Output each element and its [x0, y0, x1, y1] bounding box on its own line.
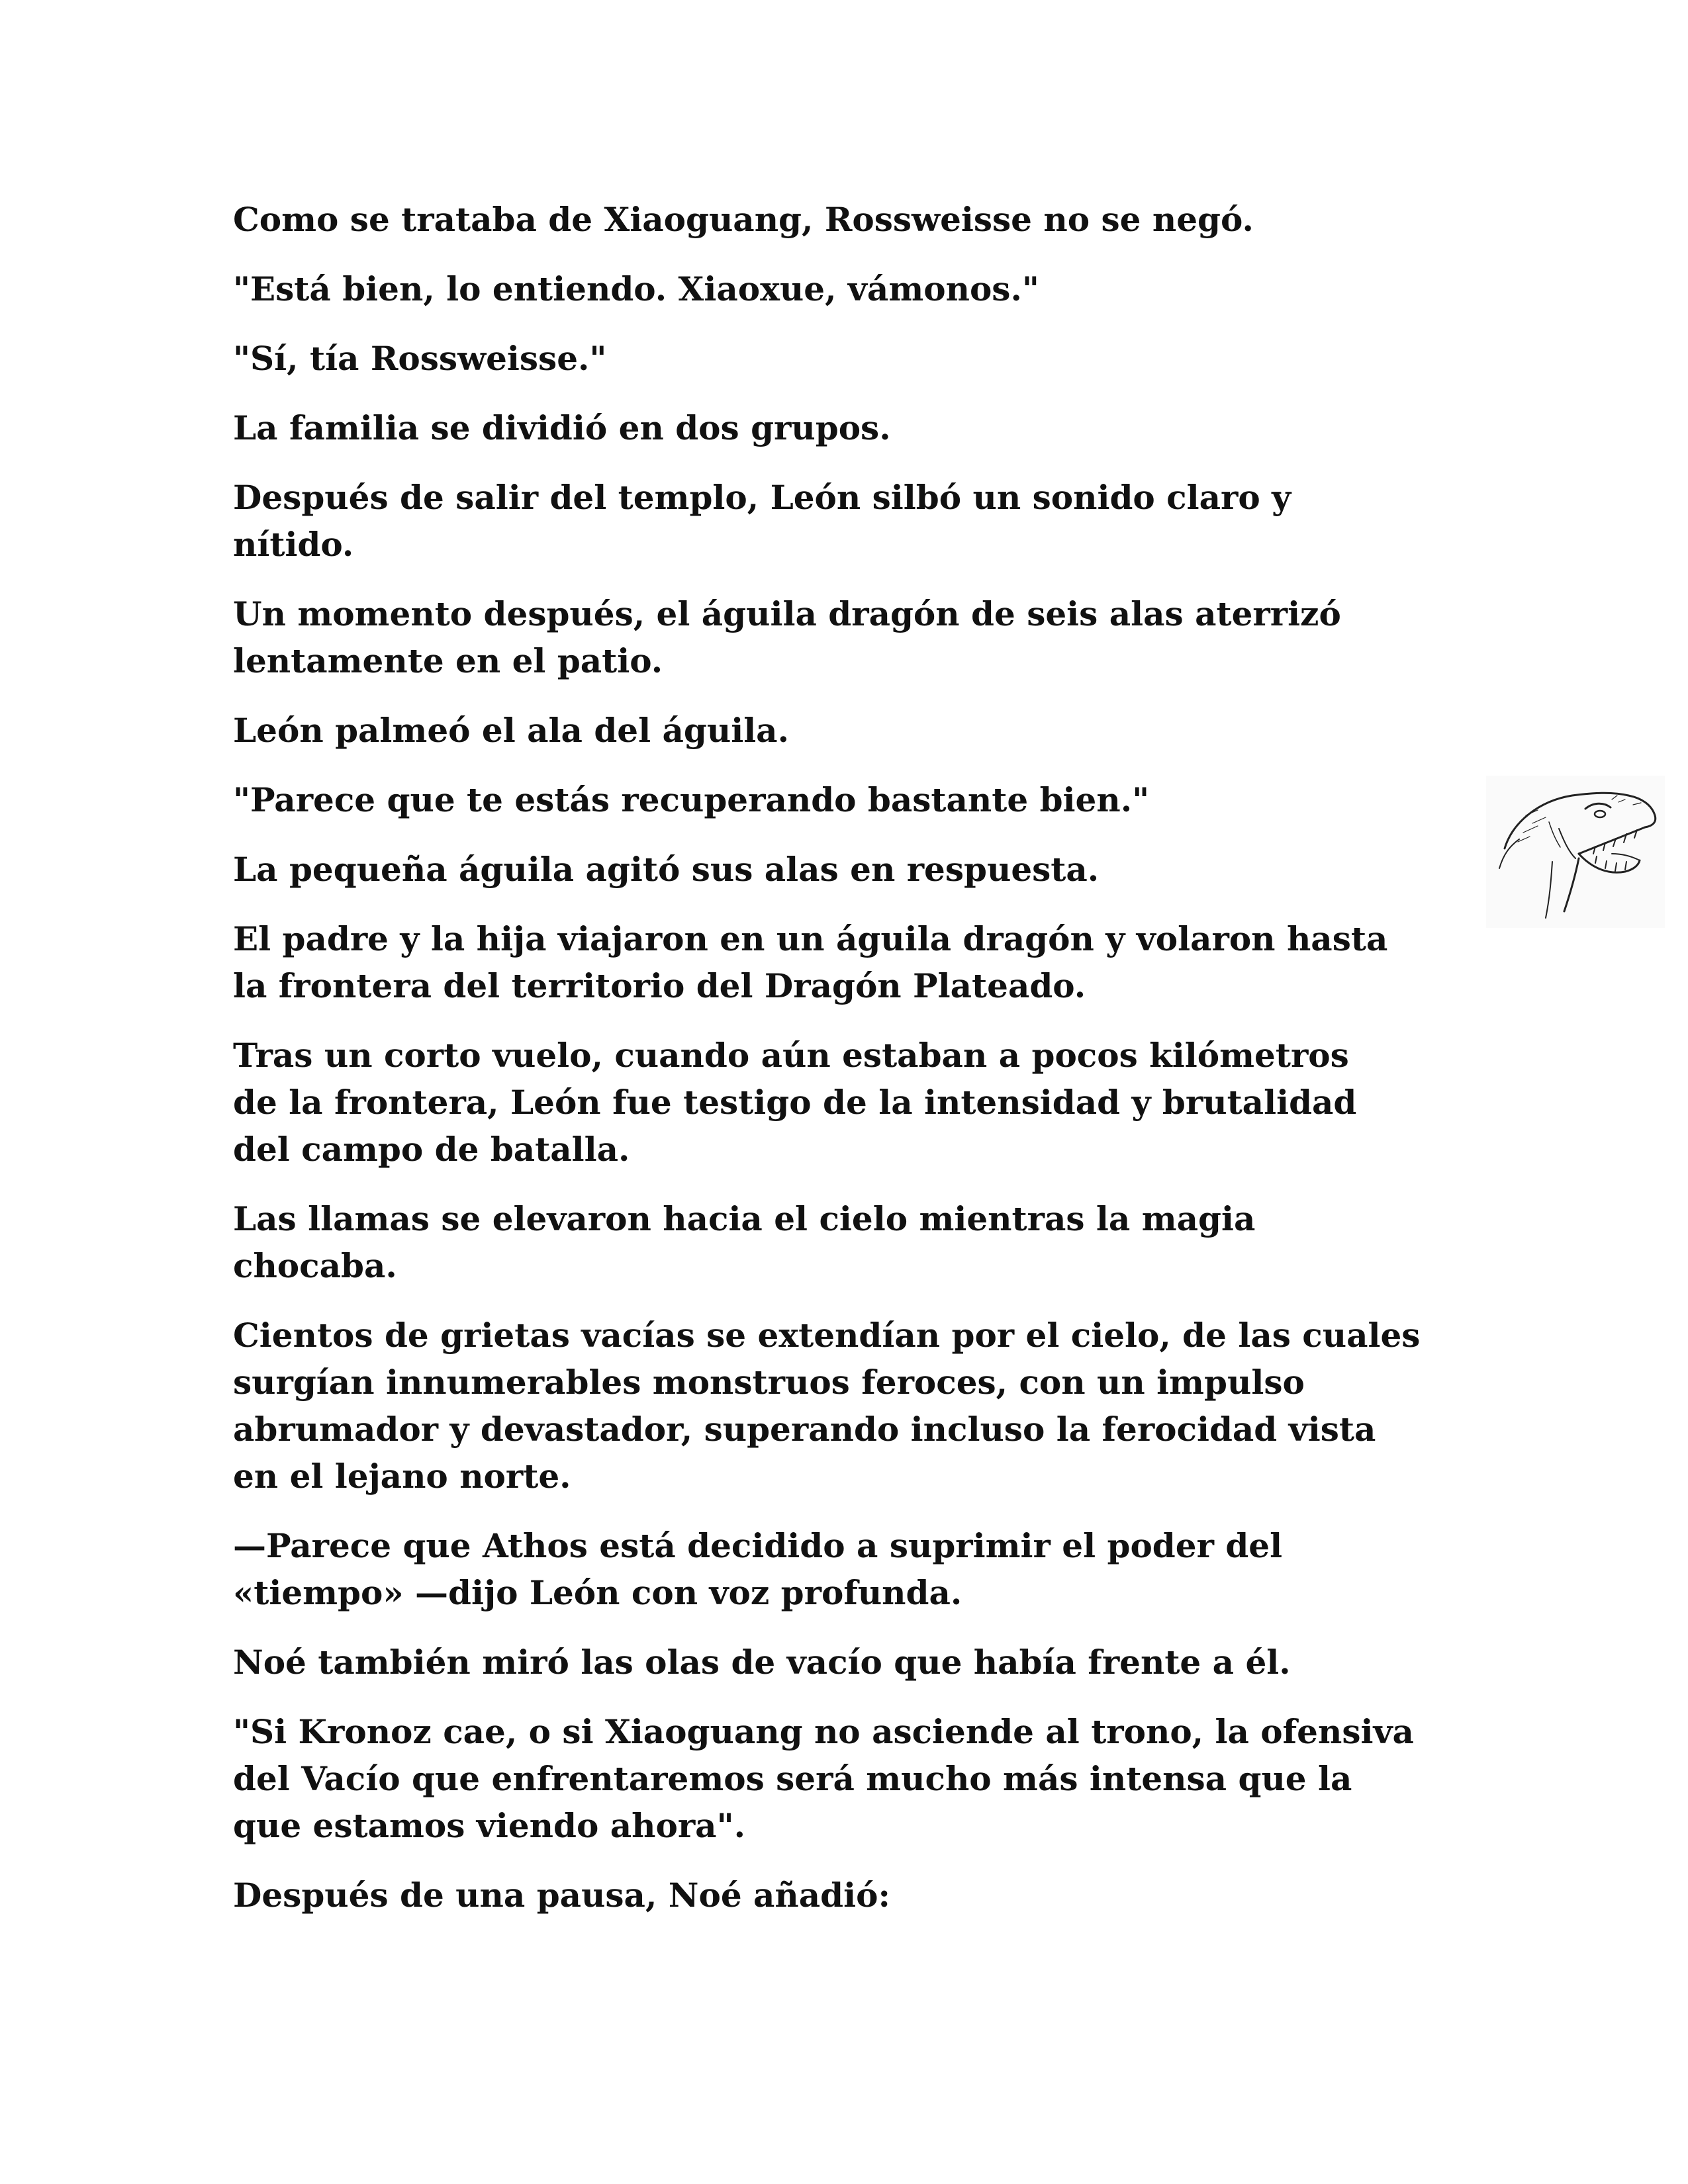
paragraph: Como se trataba de Xiaoguang, Rossweisse no se negó. [233, 200, 1254, 239]
paragraph: Cientos de grietas vacías se extendían por el cielo, de las cuales surgían innumerables monstruos feroces, con un impulso abrumador y devastador, superando incluso la ferocidad vista en el lejano norte. [233, 1316, 1421, 1496]
paragraph: "Parece que te estás recuperando bastante bien." [233, 780, 1150, 819]
paragraph: Las llamas se elevaron hacia el cielo mientras la magia chocaba. [233, 1199, 1256, 1285]
paragraph: Después de salir del templo, León silbó un sonido claro y nítido. [233, 478, 1291, 564]
paragraph: El padre y la hija viajaron en un águila dragón y volaron hasta la frontera del territorio del Dragón Plateado. [233, 919, 1388, 1005]
paragraph: —Parece que Athos está decidido a suprimir el poder del «tiempo» —dijo León con voz profunda. [233, 1526, 1283, 1612]
paragraph: "Sí, tía Rossweisse." [233, 339, 607, 378]
story-text [233, 196, 1464, 1941]
paragraph: La pequeña águila agitó sus alas en respuesta. [233, 850, 1100, 889]
paragraph: "Si Kronoz cae, o si Xiaoguang no asciende al trono, la ofensiva del Vacío que enfrentaremos será mucho más intensa que la que estamos viendo ahora". [233, 1712, 1414, 1845]
paragraph: Noé también miró las olas de vacío que había frente a él. [233, 1643, 1291, 1682]
paragraph: Tras un corto vuelo, cuando aún estaban a pocos kilómetros de la frontera, León fue testigo de la intensidad y brutalidad del campo de batalla. [233, 1036, 1357, 1169]
paragraph: León palmeó el ala del águila. [233, 711, 789, 750]
paragraph: "Está bien, lo entiendo. Xiaoxue, vámonos." [233, 269, 1039, 308]
paragraph: La familia se dividió en dos grupos. [233, 408, 891, 447]
paragraph: Un momento después, el águila dragón de seis alas aterrizó lentamente en el patio. [233, 594, 1341, 680]
paragraph: Después de una pausa, Noé añadió: [233, 1876, 890, 1915]
dinosaur-head-sketch-icon [1486, 776, 1665, 928]
